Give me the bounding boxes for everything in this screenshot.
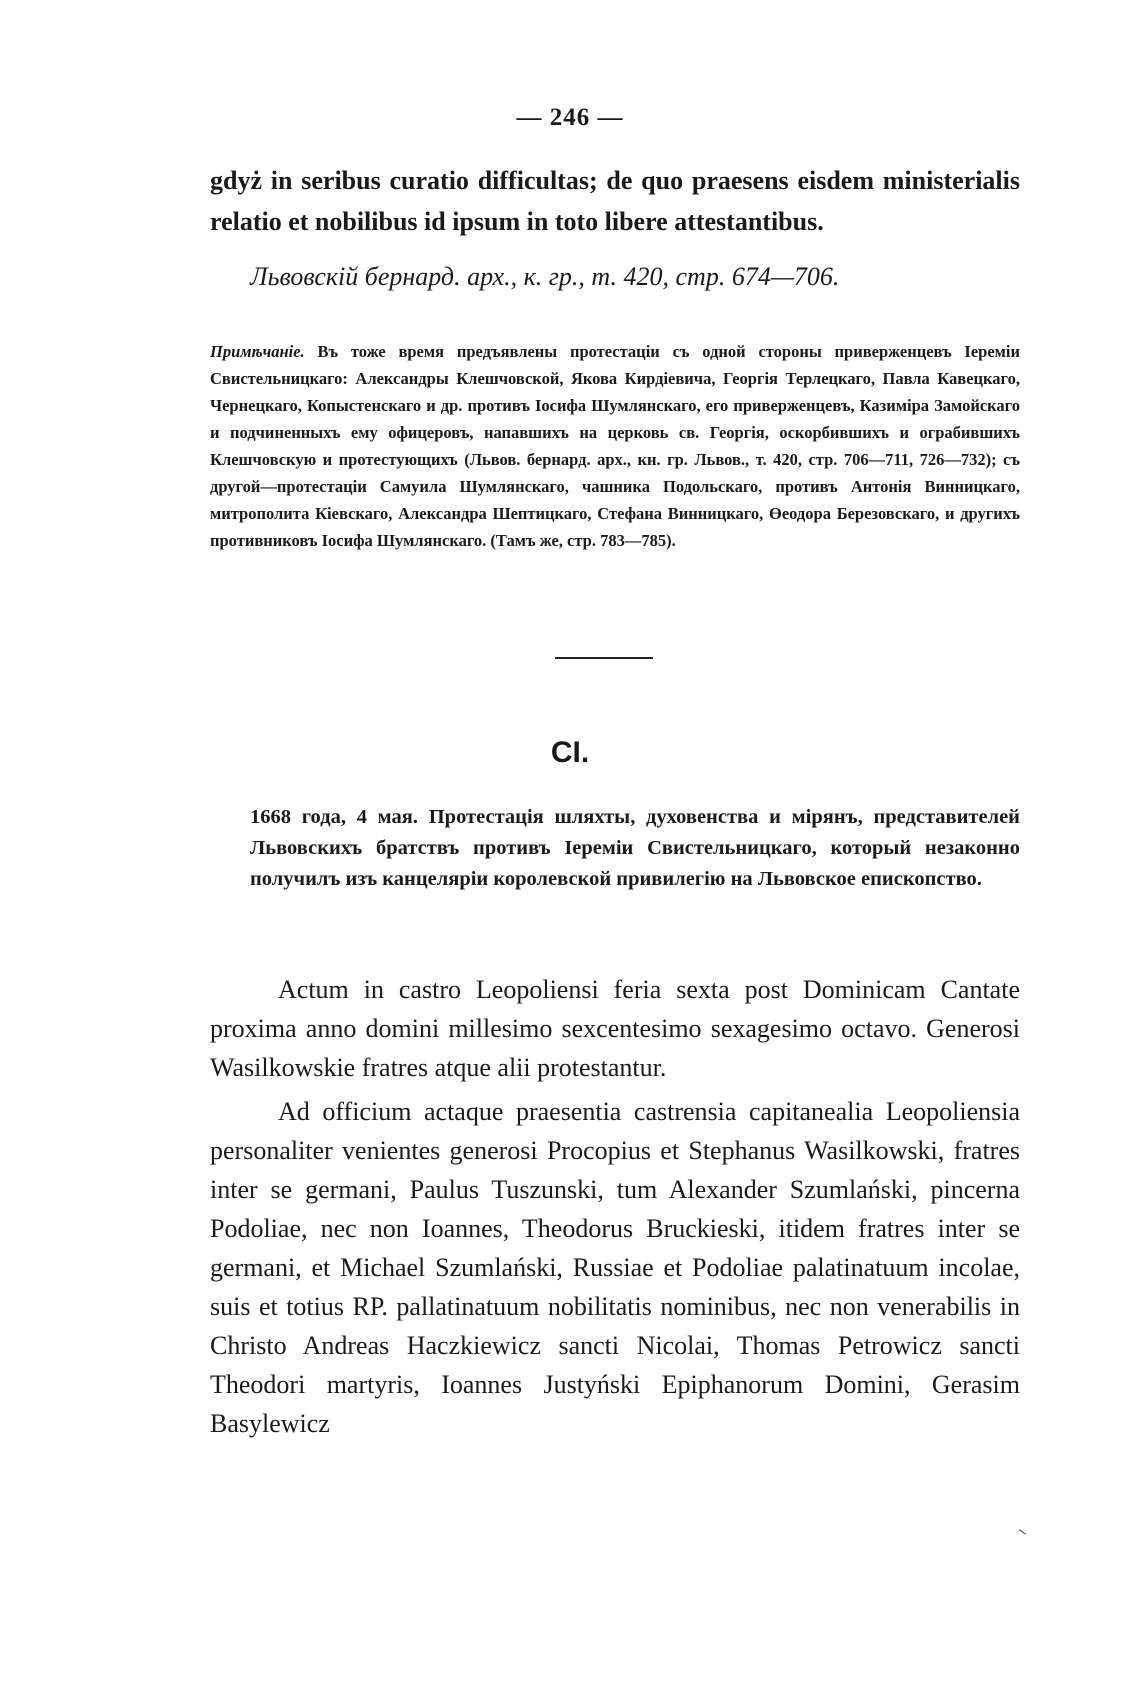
editorial-note: [210, 338, 1020, 554]
note-text: Въ тоже время предъявлены протестаціи съ одной стороны приверженцевъ Іереміи Свистельницкаго: Александры Клешчовской, Якова Кирдіевича, Георгія Терлецкаго, Павла Кавецкаго, Чернецкаго, Копыстенскаго и др. противъ Іосифа Шумлянскаго, его приверженцевъ, Казиміра Замойскаго и подчиненныхъ ему офицеровъ, напавшихъ на церковь св. Георгія, оскорбившихъ и ограбившихъ Клешчовскую и протестующихъ (Львов. бернард. арх., кн. гр. Львов., т. 420, стр. 706—711, 726—732); съ другой—протестаціи Самуила Шумлянскаго, чашника Подольскаго, противъ Антонія Винницкаго, митрополита Кіевскаго, Александра Шептицкаго, Стефана Винницкаго, Өеодора Березовскаго, и другихъ противниковъ Іосифа Шумлянскаго. (Тамъ же, стр. 783—785).: [210, 342, 1021, 550]
body-paragraph: [210, 970, 1020, 1087]
continued-paragraph: gdyż in seribus curatio difficultas; de quo praesens eisdem ministerialis relatio et nobilibus id ipsum in toto libere attestantibus.: [210, 166, 1020, 236]
body-paragraph: [210, 1092, 1020, 1443]
section-divider: [555, 657, 653, 659]
document-summary: 1668 года, 4 мая. Протестація шляхты, духовенства и мірянъ, представителей Львовскихъ братствъ противъ Іереміи Свистельницкаго, который незаконно получилъ изъ канцеляріи королевской привилегію на Львовское епископство.: [250, 806, 1020, 890]
stray-mark: [1016, 1529, 1026, 1539]
section-heading: CI.: [550, 736, 590, 769]
body-paragraph-text: Ad officium actaque praesentia castrensia capitanealia Leopoliensia personaliter venientes generosi Procopius et Stephanus Wasilkowski, fratres inter se germani, Paulus Tuszunski, tum Alexander Szumlański, pincerna Podoliae, nec non Ioannes, Theodorus Bruckieski, itidem fratres inter se germani, et Michael Szumlański, Russiae et Podoliae palatinatuum incolae, suis et totius RP. pallatinatuum nobilitatis nominibus, nec non venerabilis in Christo Andreas Haczkiewicz sancti Nicolai, Thomas Petrowicz sancti Theodori martyris, Ioannes Justyński Epiphanorum Domini, Gerasim Basylewicz: [210, 1097, 1020, 1438]
note-lead: Примѣчаніе.: [210, 342, 305, 361]
archive-reference: Львовскій бернард. арх., к. гр., т. 420, стр. 674—706.: [250, 262, 840, 291]
body-paragraph-text: Actum in castro Leopoliensi feria sexta post Dominicam Cantate proxima anno domini millesimo sexcentesimo sexagesimo octavo. Generosi Wasilkowskie fratres atque alii protestantur.: [210, 975, 1020, 1082]
page-number: — 246 —: [516, 104, 624, 131]
